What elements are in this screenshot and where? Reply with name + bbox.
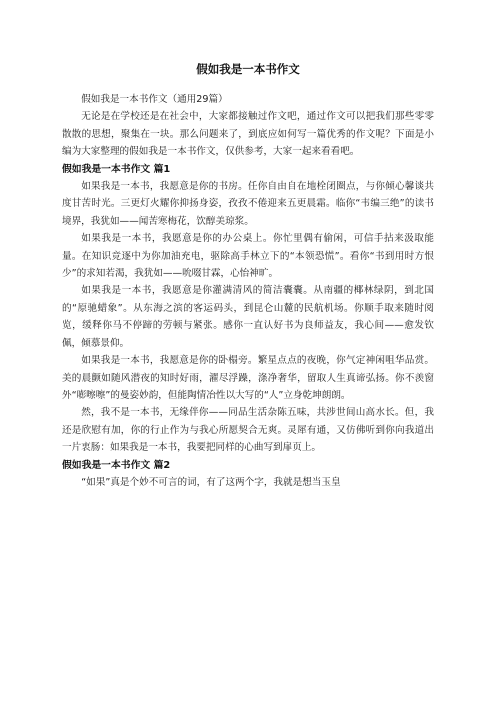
document-page xyxy=(62,62,434,491)
body-paragraph: 然，我不是一本书，无缘伴你——同品生活杂陈五味，共涉世间山高水长。但，我还是欣慰有加，你的行止作为与我心所愿契合无爽。灵犀有通，又仿佛听到你向我道出一片衷肠：如果我是一本书，我要把同样的心曲写到扉页上。 xyxy=(62,407,434,454)
body-paragraph: 如果我是一本书，我愿意是你灌满清风的简洁囊囊。从南疆的椰林绿阴，到北国的“原驰蜡象”。从东海之滨的客运码头，到昆仑山麓的民航机场。你顺手取来随时阅览，缓释你马不停蹄的劳顿与紧张。感你一直认好书为良师益友，我心间——愈发钦佩，倾慕景仰。 xyxy=(62,285,434,349)
body-paragraph: 如果我是一本书，我愿意是你的办公桌上。你忙里偶有偷闲，可信手拈来汲取能量。在知识竞逐中为你加油充电，驱除高手林立下的“本领恐慌”。看你“书到用时方恨少”的求知若渴，我犹如——吮啜甘霖，心怡神旷。 xyxy=(62,233,434,280)
body-paragraph: 如果我是一本书，我愿意是你的书房。任你自由自在地栓闭圈点，与你倾心馨谈共度甘苦时光。三更灯火耀你抑扬身姿，孜孜不倦迎来五更晨霜。临你“韦编三绝”的读书境界，我犹如——闻苦寒梅花，饮醇美琼浆。 xyxy=(62,181,434,227)
intro-paragraph: 无论是在学校还是在社会中，大家都接触过作文吧，通过作文可以把我们那些零零散散的思想，聚集在一块。那么问题来了，到底应如何写一篇优秀的作文呢？下面是小编为大家整理的假如我是一本书作文，仅供参考，大家一起来看看吧。 xyxy=(62,111,434,158)
intro-subtitle: 假如我是一本书作文（通用29篇） xyxy=(81,94,228,105)
section-heading: 假如我是一本书作文 篇1 xyxy=(62,163,171,175)
body-paragraph: 如果我是一本书，我愿意是你的卧榻旁。繁星点点的夜晚，你气定神闲咀华品赏。美的晨颤如随风潜夜的知时好雨，濯尽浮躁，涤净奢华，留取人生真谛弘扬。你不羡窗外“嘭嚓嚓”的曼姿妙韵，但能陶情冶性以大写的“人”立身乾坤朗朗。 xyxy=(62,355,434,401)
document-title: 假如我是一本书作文 xyxy=(196,62,300,76)
section-heading: 假如我是一本书作文 篇2 xyxy=(62,459,171,471)
body-paragraph: “如果”真是个妙不可言的词，有了这两个字，我就是想当玉皇 xyxy=(81,476,341,488)
